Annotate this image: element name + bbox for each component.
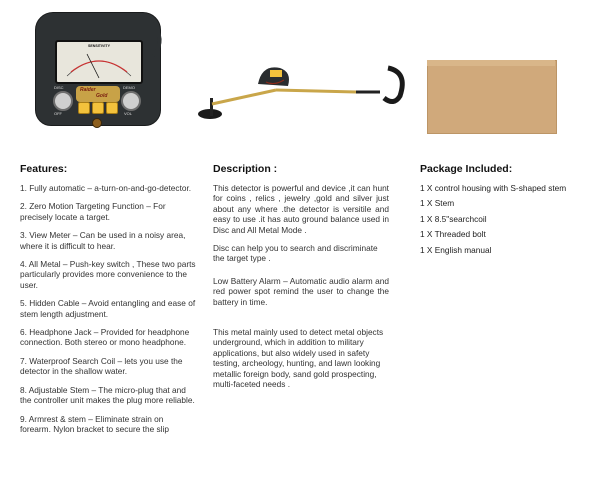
feature-item: 6. Headphone Jack – Provided for headphone connection. Both stereo or mono headphone. <box>20 327 190 348</box>
feature-item: 2. Zero Motion Targeting Function – For precisely locate a target. <box>20 201 166 222</box>
knob-right-bottom-label: VOL <box>124 111 133 116</box>
metal-detector-image <box>196 58 410 132</box>
description-paragraph: Disc can help you to search and discriminate the target type . <box>213 243 378 264</box>
headphone-jack <box>92 118 102 128</box>
feature-item: 3. View Meter – Can be used in a noisy area, where it is difficult to hear. <box>20 230 186 251</box>
package-box-image <box>427 60 557 134</box>
feature-item: 8. Adjustable Stem – The micro-plug that and the controller unit makes the plug more reliable. <box>20 384 195 406</box>
view-meter <box>55 40 143 84</box>
package-item: 1 X English manual <box>420 244 492 255</box>
brand-subname: Gold <box>96 93 108 99</box>
feature-item: 1. Fully automatic – a-turn-on-and-go-detector. <box>20 183 192 193</box>
package-box-lid <box>427 60 555 66</box>
feature-item: 9. Armrest & stem – Eliminate strain on forearm. Nylon bracket to secure the slip <box>20 413 169 434</box>
package-heading: Package Included: <box>420 163 513 175</box>
knob-left-top-label: DISC <box>54 85 64 90</box>
discrimination-knob[interactable] <box>53 91 73 111</box>
package-item: 1 X 8.5"searchcoil <box>420 213 487 224</box>
package-item: 1 X Threaded bolt <box>420 229 486 240</box>
package-item: 1 X control housing with S-shaped stem <box>420 183 567 193</box>
meter-title: SENSITIVITY <box>88 44 110 48</box>
package-list <box>420 183 590 260</box>
knob-right-top-label: DEMO <box>123 85 135 90</box>
handle-icon <box>150 20 170 60</box>
features-heading: Features: <box>20 163 68 175</box>
description-heading: Description : <box>213 163 278 175</box>
disc-button[interactable] <box>106 102 118 114</box>
feature-item: 4. All Metal – Push-key switch , These two parts particularly provides more convenience to the user. <box>20 259 196 290</box>
features-list <box>20 183 196 442</box>
description-paragraph: Low Battery Alarm – Automatic audio alarm and red power spot remind the user to change the battery in time. <box>213 275 389 307</box>
meter-scale-icon <box>57 42 141 82</box>
brand-name: Raider <box>80 87 96 93</box>
description-paragraph: This metal mainly used to detect metal objects underground, which in addition to military applications, but also widely used in safety testing, archeology, hunting, and lawn looking metallic foreign body, sand gold prospecting, multi-faceted needs . <box>213 327 384 390</box>
volume-knob[interactable] <box>121 91 141 111</box>
pinpoint-button[interactable] <box>78 102 90 114</box>
description-paragraph: This detector is powerful and device ,it can hunt for coins , relics , jewelry ,gold and silver just about any where .the detector is versitile and easy to use .it has auto ground balance used in Disc and All Metal Mode . <box>213 183 389 235</box>
description-body <box>213 183 389 398</box>
feature-item: 7. Waterproof Search Coil – lets you use the detector in the shallow water. <box>20 355 183 377</box>
all-metal-button[interactable] <box>92 102 104 114</box>
feature-item: 5. Hidden Cable – Avoid entangling and ease of stem length adjustment. <box>20 298 196 319</box>
package-item: 1 X Stem <box>420 198 455 209</box>
knob-left-bottom-label: OFF <box>54 111 62 116</box>
